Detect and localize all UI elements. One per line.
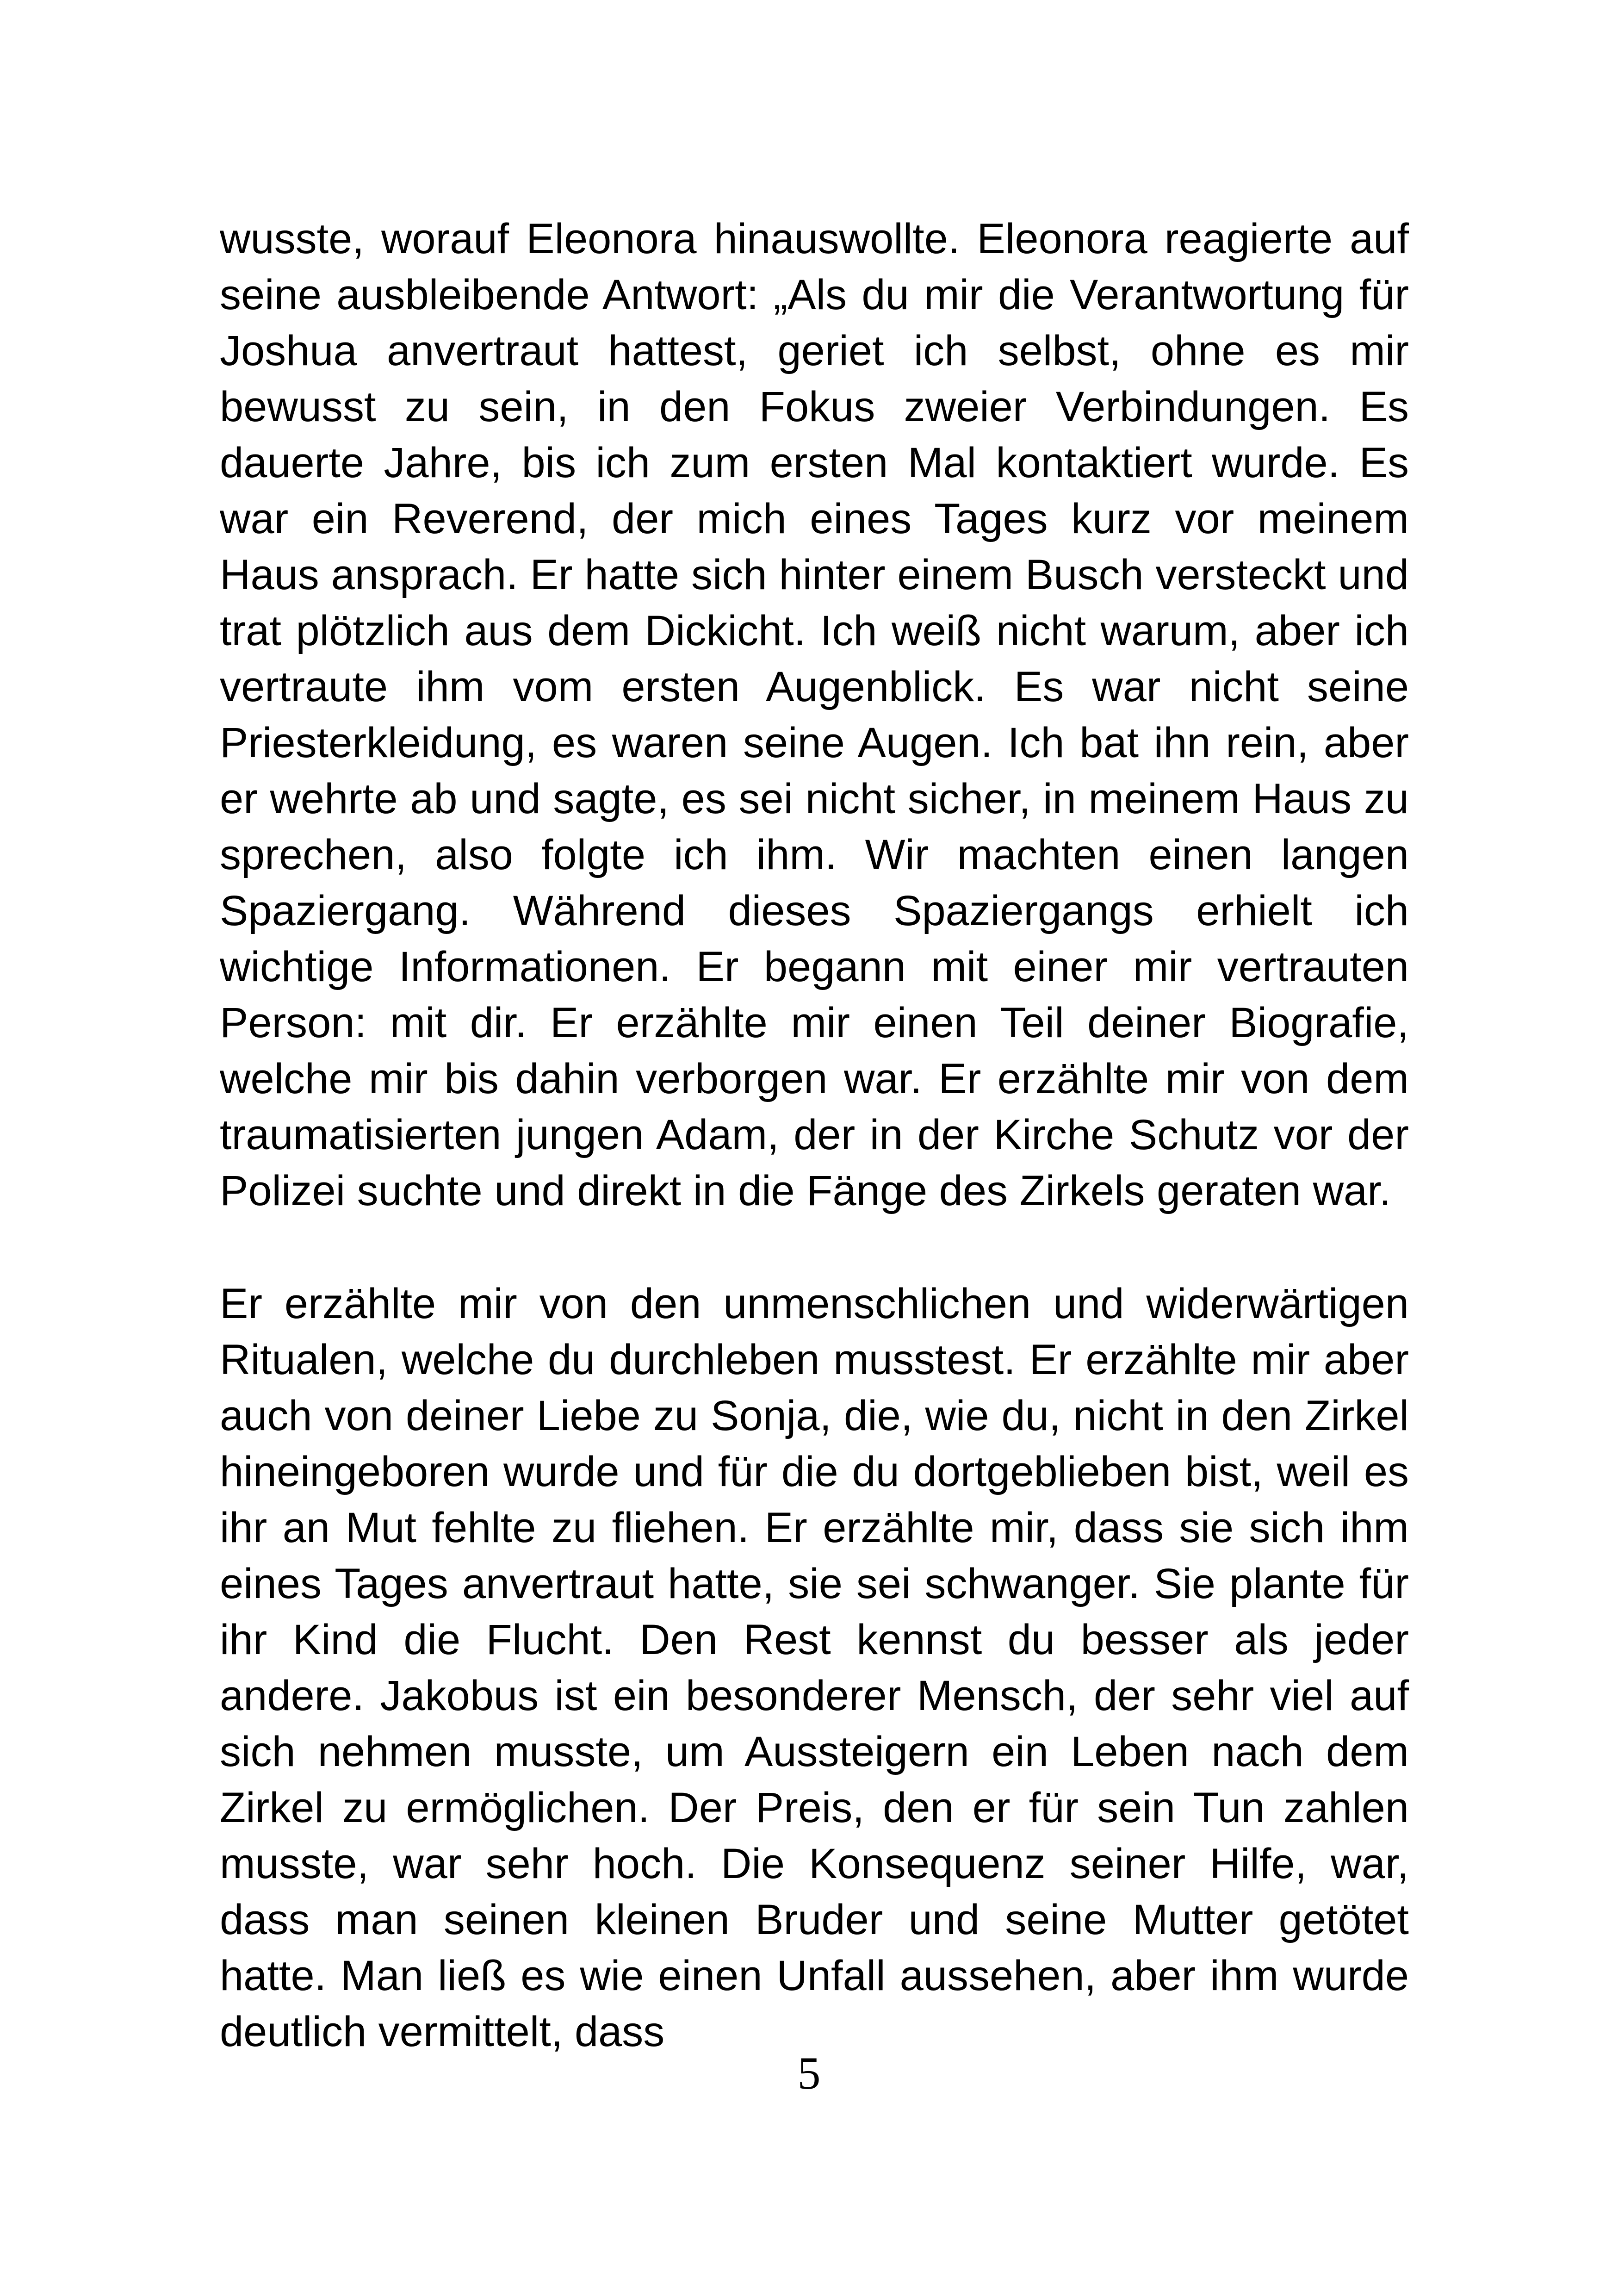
page-number: 5 xyxy=(797,2047,821,2099)
body-paragraph-2: Er erzählte mir von den unmenschlichen und widerwärtigen Ritualen, welche du durchleben musstest. Er erzählte mir aber auch von deiner Liebe zu Sonja, die, wie du, nicht in den Zirkel hineingeboren wurde und für die du dortgeblieben bist, weil es ihr an Mut fehlte zu fliehen. Er erzählte mir, dass sie sich ihm eines Tages anvertraut hatte, sie sei schwanger. Sie plante für ihr Kind die Flucht. Den Rest kennst du besser als jeder andere. Jakobus ist ein besonderer Mensch, der sehr viel auf sich nehmen musste, um Aussteigern ein Leben nach dem Zirkel zu ermöglichen. Der Preis, den er für sein Tun zahlen musste, war sehr hoch. Die Konsequenz seiner Hilfe, war, dass man seinen kleinen Bruder und seine Mutter getötet hatte. Man ließ es wie einen Unfall aussehen, aber ihm wurde deutlich vermittelt, dass xyxy=(220,1280,1409,2055)
body-paragraph-1: wusste, worauf Eleonora hinauswollte. Eleonora reagierte auf seine ausbleibende Antwort: „Als du mir die Verantwortung für Joshua anvertraut hattest, geriet ich selbst, ohne es mir bewusst zu sein, in den Fokus zweier Verbindungen. Es dauerte Jahre, bis ich zum ersten Mal kontaktiert wurde. Es war ein Reverend, der mich eines Tages kurz vor meinem Haus ansprach. Er hatte sich hinter einem Busch versteckt und trat plötzlich aus dem Dickicht. Ich weiß nicht warum, aber ich vertraute ihm vom ersten Augenblick. Es war nicht seine Priesterkleidung, es waren seine Augen. Ich bat ihn rein, aber er wehrte ab und sagte, es sei nicht sicher, in meinem Haus zu sprechen, also folgte ich ihm. Wir machten einen langen Spaziergang. Während dieses Spaziergangs erhielt ich wichtige Informationen. Er begann mit einer mir vertrauten Person: mit dir. Er erzählte mir einen Teil deiner Biografie, welche mir bis dahin verborgen war. Er erzählte mir von dem traumatisierten jungen Adam, der in der Kirche Schutz vor der Polizei suchte und direkt in die Fänge des Zirkels geraten war. xyxy=(220,215,1409,1214)
